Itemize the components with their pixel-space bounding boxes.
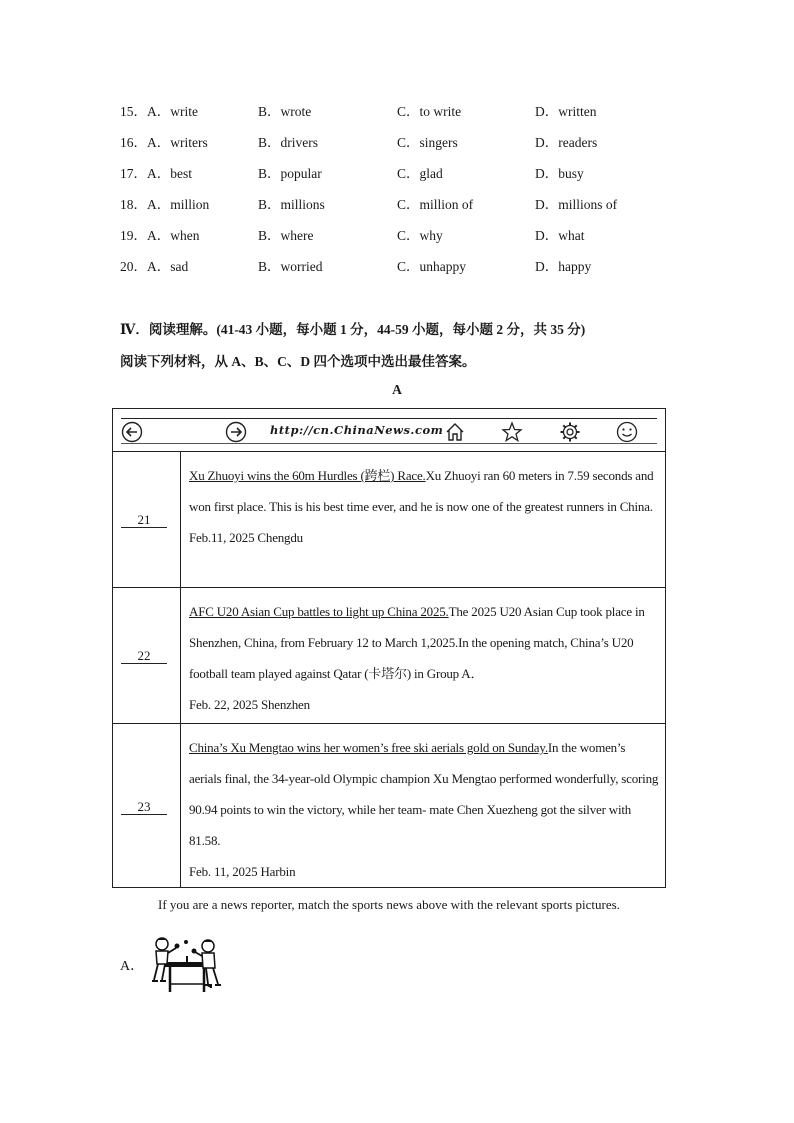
- option-a: 18．A．million: [120, 197, 210, 212]
- smiley-icon[interactable]: [616, 421, 638, 443]
- option-a: 17．A．best: [120, 166, 192, 181]
- option-b: B．worried: [258, 259, 323, 274]
- news-body: In the women’s aerials final, the 34-year-old Olympic champion Xu Mengtao performed wonderfully, scoring 90.94 points to win the victory, while her team- mate Chen Xuezheng got the silver with 81.58.: [189, 740, 659, 848]
- option-d: D．happy: [535, 259, 592, 274]
- option-c: C．to write: [397, 104, 462, 119]
- option-b: B．where: [258, 228, 314, 243]
- option-d: D．busy: [535, 166, 584, 181]
- answer-blank[interactable]: 21: [121, 513, 167, 528]
- news-text: [189, 732, 659, 887]
- news-headline: AFC U20 Asian Cup battles to light up China 2025.: [189, 604, 449, 619]
- option-d: D．millions of: [535, 197, 618, 212]
- option-c: C．glad: [397, 166, 443, 181]
- option-d: D．what: [535, 228, 585, 243]
- news-item: [113, 452, 665, 588]
- back-arrow-icon[interactable]: [121, 421, 143, 443]
- option-row: [120, 255, 760, 286]
- option-b: B．millions: [258, 197, 325, 212]
- match-instruction: If you are a news reporter, match the sports news above with the relevant sports pictures.: [158, 897, 620, 912]
- option-b: B．wrote: [258, 104, 312, 119]
- option-row: [120, 193, 760, 224]
- option-row: [120, 131, 760, 162]
- news-body: The 2025 U20 Asian Cup took place in Shenzhen, China, from February 12 to March 1,2025.In the opening match, China’s U20 football team played against Qatar (卡塔尔) in Group A．: [189, 604, 645, 681]
- news-text: [189, 460, 659, 553]
- option-row: [120, 162, 760, 193]
- table-tennis-picture[interactable]: [150, 934, 224, 996]
- news-item: [113, 724, 665, 888]
- star-icon[interactable]: [501, 421, 523, 443]
- option-b: B．popular: [258, 166, 322, 181]
- news-text: [189, 596, 659, 720]
- news-headline: Xu Zhuoyi wins the 60m Hurdles (跨栏) Race.: [189, 468, 426, 483]
- home-icon[interactable]: [444, 421, 466, 443]
- answer-blank[interactable]: 22: [121, 649, 167, 664]
- section-instruction: 阅读下列材料，从 A、B、C、D 四个选项中选出最佳答案。: [120, 354, 476, 369]
- answer-cell: [113, 724, 181, 888]
- option-d: D．written: [535, 104, 597, 119]
- option-b: B．drivers: [258, 135, 318, 150]
- option-c: C．singers: [397, 135, 458, 150]
- answer-option-a-label: A．: [120, 959, 145, 974]
- section-title: Ⅳ．阅读理解。(41-43 小题，每小题 1 分，44-59 小题，每小题 2 分，共 35 分): [120, 322, 586, 337]
- option-a: 16．A．writers: [120, 135, 208, 150]
- answer-options: [120, 100, 760, 286]
- news-dateline: Feb.11, 2025 Chengdu: [189, 530, 303, 545]
- gear-icon[interactable]: [559, 421, 581, 443]
- option-a: 15．A．write: [120, 104, 198, 119]
- passage-letter: A: [392, 382, 402, 397]
- answer-cell: [113, 588, 181, 723]
- answer-cell: [113, 452, 181, 587]
- option-row: [120, 224, 760, 255]
- browser-bar: [113, 409, 665, 452]
- news-item: [113, 588, 665, 724]
- option-c: C．why: [397, 228, 443, 243]
- option-a: 19．A．when: [120, 228, 200, 243]
- option-c: C．unhappy: [397, 259, 466, 274]
- news-body: Xu Zhuoyi ran 60 meters in 7.59 seconds and won first place. This is his best time ever, and he is now one of the greatest runners in China.: [189, 468, 654, 514]
- option-a: 20．A．sad: [120, 259, 189, 274]
- forward-arrow-icon[interactable]: [225, 421, 247, 443]
- option-d: D．readers: [535, 135, 598, 150]
- answer-blank[interactable]: 23: [121, 800, 167, 815]
- news-box: [112, 408, 666, 888]
- option-row: [120, 100, 760, 131]
- news-dateline: Feb. 22, 2025 Shenzhen: [189, 697, 310, 712]
- news-headline: China’s Xu Mengtao wins her women’s free ski aerials gold on Sunday.: [189, 740, 548, 755]
- bar-top-line: [121, 418, 657, 419]
- news-dateline: Feb. 11, 2025 Harbin: [189, 864, 296, 879]
- option-c: C．million of: [397, 197, 474, 212]
- bar-bottom-line: [121, 443, 657, 444]
- address-bar-url[interactable]: http://cn.ChinaNews.com: [270, 423, 444, 437]
